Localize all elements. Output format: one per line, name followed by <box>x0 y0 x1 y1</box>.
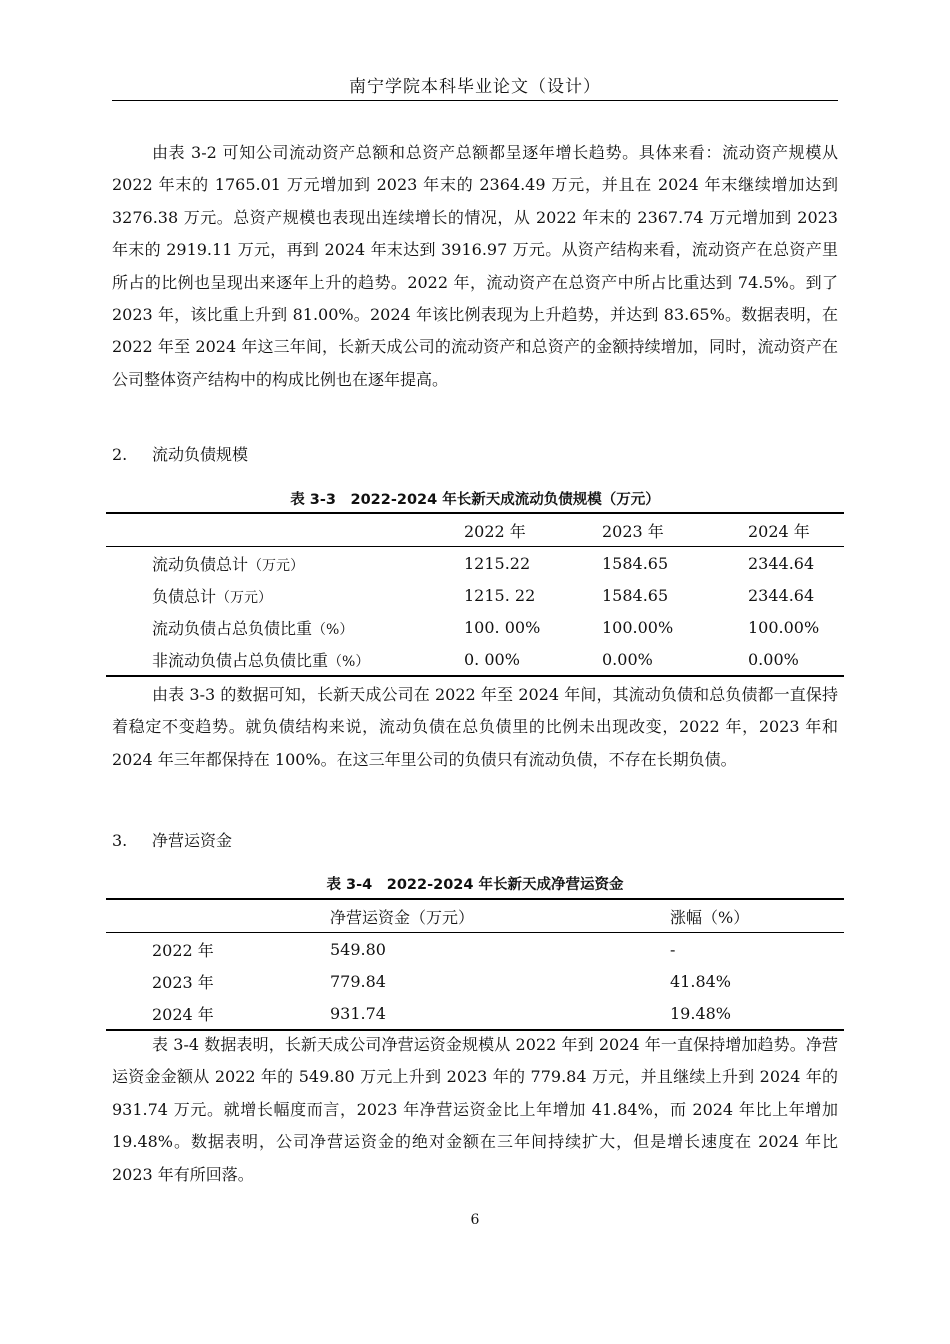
section-title: 净营运资金 <box>152 831 233 850</box>
table-cell: 549.80 <box>330 939 386 959</box>
section-title: 流动负债规模 <box>152 445 249 464</box>
paragraph-1: 由表 3-2 可知公司流动资产总额和总资产总额都呈逐年增长趋势。具体来看：流动资产规模从 2022 年末的 1765.01 万元增加到 2023 年末的 2364.49 万元，并且在 2024 年末继续增加达到 3276.38 万元。总资产规模也表现出连续增长的情况，从 2022 年末的 2367.74 万元增加到 2023 年末的 2919.11 万元，再到 2024 年末达到 3916.97 万元。从资产结构来看，流动资产在总资产里所占的比例也呈现出来逐年上升的趋势。2022 年，流动资产在总资产中所占比重达到 74.5%。到了 2023 年，该比重上升到 81.00%。2024 年该比例表现为上升趋势，并达到 83.65%。数据表明，在 2022 年至 2024 年这三年间，长新天成公司的流动资产和总资产的金额持续增加，同时，流动资产在公司整体资产结构中的构成比例也在逐年提高。 <box>112 143 838 389</box>
table-cell: 779.84 <box>330 971 386 991</box>
header-cell: 涨幅（%） <box>670 907 750 927</box>
row-label: 2024 年 <box>152 1004 214 1024</box>
section-number: 3. <box>112 831 128 850</box>
table-header-row <box>106 513 844 547</box>
row-label: 2022 年 <box>152 940 214 960</box>
table-cell: 2344.64 <box>748 553 815 573</box>
paragraph-2: 由表 3-3 的数据可知，长新天成公司在 2022 年至 2024 年间，其流动负债和总负债都一直保持着稳定不变趋势。就负债结构来说，流动负债在总负债里的比例未出现改变，2022 年，2023 年和 2024 年三年都保持在 100%。在这三年里公司的负债只有流动负债，不存在长期负债。 <box>112 685 838 769</box>
header-cell: 2022 年 <box>464 521 526 541</box>
row-label: 非流动负债占总负债比重（%） <box>152 650 370 670</box>
table-cell: - <box>670 939 676 959</box>
table-row <box>106 643 844 676</box>
table-cell: 931.74 <box>330 1003 386 1023</box>
table-cell: 41.84% <box>670 971 732 991</box>
row-label: 负债总计（万元） <box>152 586 273 606</box>
table-cell: 0.00% <box>748 649 799 669</box>
table-cell: 1584.65 <box>602 553 669 573</box>
header-cell: 净营运资金（万元） <box>330 907 475 927</box>
table-cell: 2344.64 <box>748 585 815 605</box>
header-cell <box>106 899 330 933</box>
running-header: 南宁学院本科毕业论文（设计） <box>349 77 601 97</box>
section-heading-2 <box>112 442 248 465</box>
header-cell <box>106 513 464 547</box>
table-cell: 0. 00% <box>464 649 520 669</box>
table-3-3-caption: 表 3-3 2022-2024 年长新天成流动负债规模（万元） <box>290 492 660 508</box>
section-number: 2. <box>112 445 128 464</box>
table-row <box>106 965 844 997</box>
table-cell: 1215. 22 <box>464 585 536 605</box>
row-label: 2023 年 <box>152 972 214 992</box>
table-row <box>106 579 844 611</box>
table-header-row <box>106 899 844 933</box>
table-3-4-caption: 表 3-4 2022-2024 年长新天成净营运资金 <box>326 877 624 893</box>
table-cell: 100.00% <box>748 617 820 637</box>
table-row <box>106 997 844 1030</box>
header-cell: 2023 年 <box>602 521 664 541</box>
header-cell: 2024 年 <box>748 521 810 541</box>
table-3-4 <box>106 898 844 1031</box>
table-3-3 <box>106 512 844 677</box>
row-label: 流动负债总计（万元） <box>152 554 305 574</box>
table-cell: 100.00% <box>602 617 674 637</box>
header-rule <box>112 100 838 101</box>
table-row <box>106 611 844 643</box>
table-cell: 1215.22 <box>464 553 531 573</box>
table-cell: 100. 00% <box>464 617 541 637</box>
section-heading-3 <box>112 828 232 851</box>
row-label: 流动负债占总负债比重（%） <box>152 618 354 638</box>
table-row <box>106 547 844 580</box>
paragraph-3: 表 3-4 数据表明，长新天成公司净营运资金规模从 2022 年到 2024 年一直保持增加趋势。净营运资金金额从 2022 年的 549.80 万元上升到 2023 年的 779.84 万元，并且继续上升到 2024 年的 931.74 万元。就增长幅度而言，2023 年净营运资金比上年增加 41.84%，而 2024 年比上年增加 19.48%。数据表明，公司净营运资金的绝对金额在三年间持续扩大，但是增长速度在 2024 年比 2023 年有所回落。 <box>112 1035 838 1184</box>
table-cell: 19.48% <box>670 1003 732 1023</box>
table-cell: 1584.65 <box>602 585 669 605</box>
page-number: 6 <box>470 1212 480 1228</box>
table-row <box>106 933 844 966</box>
table-cell: 0.00% <box>602 649 653 669</box>
